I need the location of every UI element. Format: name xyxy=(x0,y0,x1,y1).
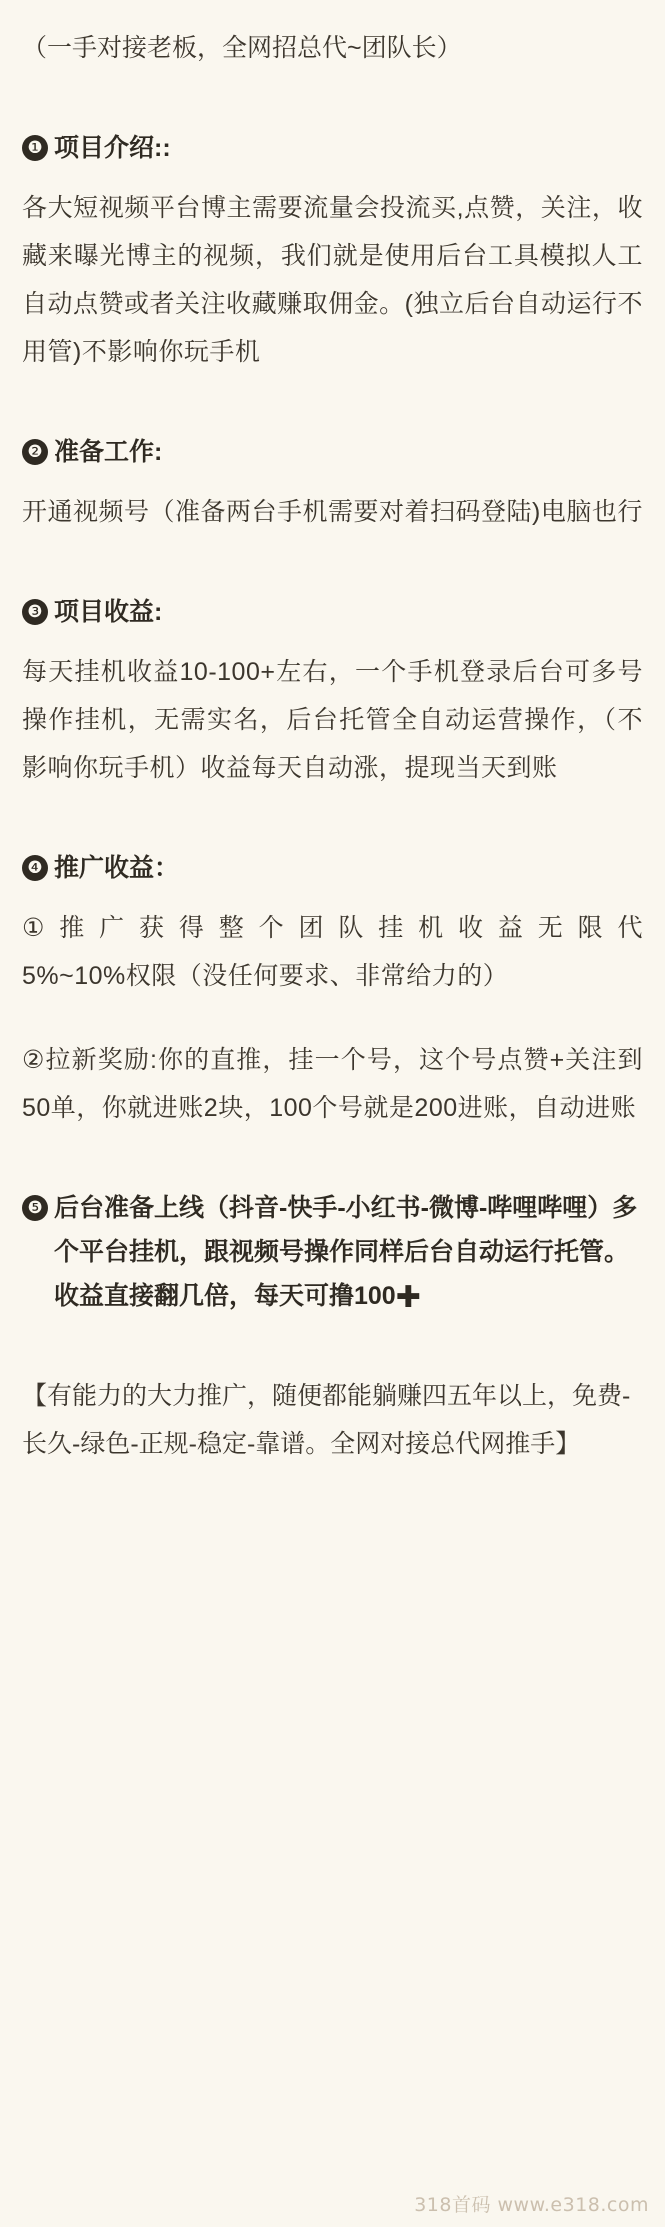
spacer xyxy=(22,420,643,430)
spacer xyxy=(22,580,643,590)
spacer xyxy=(22,1176,643,1186)
section-heading-1 xyxy=(22,126,643,170)
section-title-1: 项目介绍:: xyxy=(54,134,171,162)
section-body-1: 各大短视频平台博主需要流量会投流买,点赞，关注，收藏来曝光博主的视频，我们就是使用后台工具模拟人工自动点赞或者关注收藏赚取佣金。(独立后台自动运行不用管)不影响你玩手机 xyxy=(22,194,643,366)
section-body-3: 每天挂机收益10-100+左右，一个手机登录后台可多号操作挂机，无需实名，后台托管全自动运营操作，（不影响你玩手机）收益每天自动涨，提现当天到账 xyxy=(22,658,643,782)
section-heading-5 xyxy=(22,1186,643,1318)
section-body-4a: ① 推 广 获 得 整 个 团 队 挂 机 收 益 无 限 代 5%~10%权限（没任何要求、非常给力的） xyxy=(22,914,643,990)
section-heading-4 xyxy=(22,846,643,890)
section-body-4b: ②拉新奖励:你的直推，挂一个号，这个号点赞+关注到50单，你就进账2块，100个号就是200进账，自动进账 xyxy=(22,1046,643,1122)
spacer xyxy=(22,836,643,846)
section-title-2: 准备工作: xyxy=(54,438,163,466)
section-number-icon-5: ❺ xyxy=(22,1195,48,1221)
intro-line: （一手对接老板，全网招总代~团队长） xyxy=(22,34,462,62)
section-title-4: 推广收益： xyxy=(54,854,180,882)
section-number-icon-2: ❷ xyxy=(22,439,48,465)
plus-icon: ✚ xyxy=(395,1281,421,1314)
section-title-5: 后台准备上线（抖音-快手-小红书-微博-哔哩哔哩）多个平台挂机，跟视频号操作同样后台自动运行托管。收益直接翻几倍，每天可撸100 xyxy=(54,1194,638,1310)
section-body-2: 开通视频号（准备两台手机需要对着扫码登陆)电脑也行 xyxy=(22,498,643,526)
section-title-3: 项目收益: xyxy=(54,598,163,626)
footer-note: 【有能力的大力推广，随便都能躺赚四五年以上，免费-长久-绿色-正规-稳定-靠谱。全网对接总代网推手】 xyxy=(22,1382,631,1458)
section-number-icon-3: ❸ xyxy=(22,599,48,625)
section-number-icon-4: ❹ xyxy=(22,855,48,881)
section-number-icon-1: ❶ xyxy=(22,135,48,161)
spacer xyxy=(22,1026,643,1036)
section-heading-3 xyxy=(22,590,643,634)
watermark: 318首码 www.e318.com xyxy=(414,2194,649,2216)
section-heading-2 xyxy=(22,430,643,474)
